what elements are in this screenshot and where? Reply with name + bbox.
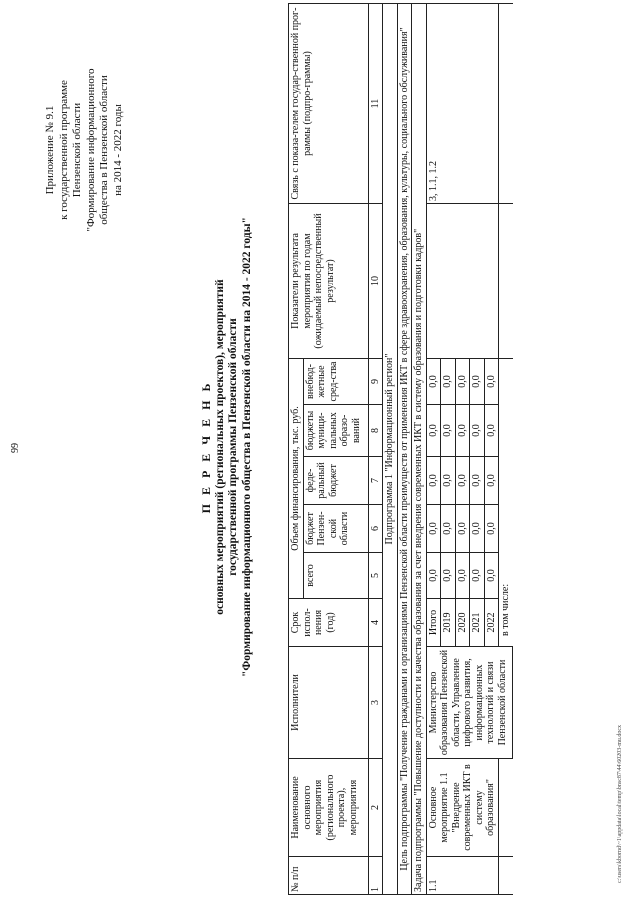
header-executor: Исполнители [289, 647, 369, 759]
value-cell: 0,0 [426, 553, 441, 599]
header-regional: бюджет Пензен-ской области [303, 505, 368, 553]
value-cell: 0,0 [470, 359, 485, 405]
measure-name: Основное мероприятие 1.1 "Внедрение современных ИКТ в систему образования" [426, 759, 499, 857]
value-cell: 0,0 [484, 505, 499, 553]
document-title [200, 69, 254, 825]
measures-table [288, 3, 513, 895]
subprogram-goal: Цель подпрограммы "Получение гражданами и организациями Пензенской области преимуществ от применения ИКТ в сфере здравоохранения, образования, культуры, социального обслуживания" [397, 4, 412, 895]
value-cell: 0,0 [426, 505, 441, 553]
value-cell: 0,0 [455, 457, 470, 505]
empty-cell [499, 759, 513, 857]
header-term: Срок испол-нения (год) [289, 599, 369, 647]
value-cell: 0,0 [455, 553, 470, 599]
header-num: № п/п [289, 857, 369, 895]
header-row [289, 4, 304, 895]
col-number: 6 [368, 505, 383, 553]
header-funding: Объем финансирования, тыс. руб. [289, 359, 304, 599]
subprogram-row [383, 4, 398, 895]
value-cell: 0,0 [470, 553, 485, 599]
value-cell: 0,0 [441, 553, 456, 599]
year-cell: Итого [426, 599, 441, 647]
col-number: 10 [368, 204, 383, 359]
column-number-row [368, 4, 383, 895]
goal-row [397, 4, 412, 895]
value-cell: 0,0 [470, 405, 485, 457]
page-number: 99 [10, 443, 21, 453]
year-cell: 2022 [484, 599, 499, 647]
col-number: 1 [368, 857, 383, 895]
empty-cell [499, 4, 513, 204]
appendix-line: общества в Пензенской области [98, 75, 110, 225]
header-name: Наименование основного мероприятия (регионального проекта), мероприятия [289, 759, 369, 857]
measure-executor: Министерство образования Пензенской области, Управление цифрового развития, информационных технологий и связи Пензенской области [426, 647, 513, 759]
appendix-line: Приложение № 9.1 [44, 105, 56, 195]
col-number: 8 [368, 405, 383, 457]
col-number: 4 [368, 599, 383, 647]
value-cell: 0,0 [484, 405, 499, 457]
col-number: 3 [368, 647, 383, 759]
title-line: основных мероприятий (региональных проектов), мероприятий [213, 279, 226, 615]
header-total: всего [303, 553, 368, 599]
file-path-footer: c:\users\kbornd\~1\appdata\local\temp\bnsc87\44\60203-mu.docx [617, 724, 623, 883]
including-label: в том числе: [499, 359, 513, 647]
value-cell: 0,0 [455, 359, 470, 405]
year-cell: 2021 [470, 599, 485, 647]
measure-row [426, 4, 441, 895]
empty-cell [499, 204, 513, 359]
header-federal: феде-ральный бюджет [303, 457, 368, 505]
measure-num: 1.1 [426, 857, 499, 895]
including-row [499, 4, 513, 895]
col-number: 2 [368, 759, 383, 857]
value-cell: 0,0 [484, 359, 499, 405]
col-number: 11 [368, 4, 383, 204]
value-cell: 0,0 [441, 505, 456, 553]
appendix-line: Пензенской области [71, 102, 83, 198]
appendix-block [44, 15, 125, 285]
header-extra: внебюд-жетные сред-ства [303, 359, 368, 405]
link-cell: 3, 1.1, 1.2 [426, 4, 499, 204]
header-link: Связь с показа-телем государ-ственной прог-раммы (подпро-граммы) [289, 4, 369, 204]
year-cell: 2020 [455, 599, 470, 647]
value-cell: 0,0 [455, 405, 470, 457]
value-cell: 0,0 [426, 405, 441, 457]
indicator-cell [426, 204, 499, 359]
value-cell: 0,0 [441, 457, 456, 505]
appendix-line: "Формирование информационного [84, 68, 97, 232]
value-cell: 0,0 [484, 457, 499, 505]
value-cell: 0,0 [426, 359, 441, 405]
col-number: 5 [368, 553, 383, 599]
value-cell: 0,0 [455, 505, 470, 553]
appendix-line: к государственной программе [57, 80, 70, 220]
title-line: П Е Р Е Ч Е Н Ь [199, 380, 213, 514]
title-line: государственной программы Пензенской области [227, 318, 239, 576]
value-cell: 0,0 [441, 359, 456, 405]
header-municipal: бюджеты муници-пальных образо-ваний [303, 405, 368, 457]
header-indicators: Показатели результата мероприятия по годам (ожидаемый непосредственный результат) [289, 204, 369, 359]
appendix-line: на 2014 - 2022 годы [111, 104, 124, 196]
value-cell: 0,0 [484, 553, 499, 599]
title-line: "Формирование информационного общества в Пензенской области на 2014 - 2022 годы" [240, 217, 253, 677]
value-cell: 0,0 [470, 505, 485, 553]
year-cell: 2019 [441, 599, 456, 647]
subprogram-title: Подпрограмма 1 "Информационный регион" [383, 4, 398, 895]
value-cell: 0,0 [470, 457, 485, 505]
subprogram-task: Задача подпрограммы "Повышение доступности и качества образования за счет внедрения современных ИКТ в систему образования и подготовки кадров" [412, 4, 427, 895]
value-cell: 0,0 [441, 405, 456, 457]
task-row [412, 4, 427, 895]
value-cell: 0,0 [426, 457, 441, 505]
col-number: 9 [368, 359, 383, 405]
col-number: 7 [368, 457, 383, 505]
empty-cell [499, 857, 513, 895]
